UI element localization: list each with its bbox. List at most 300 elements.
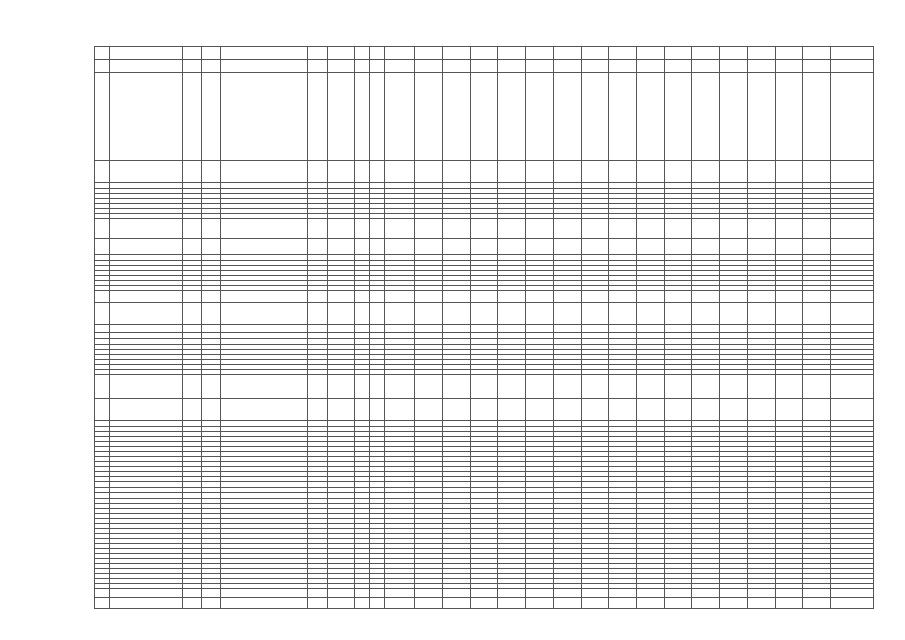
table-cell [470,375,498,399]
table-cell [720,239,748,255]
table-cell [201,589,220,598]
table-cell [636,589,664,598]
table-cell [415,291,443,303]
table-cell [385,161,415,183]
table-cell [692,399,720,421]
column-header [720,47,748,60]
table-cell [581,598,609,609]
table-cell [355,375,370,399]
table-cell [831,589,874,598]
table-cell [327,239,355,255]
table-cell [470,325,498,333]
table-cell [442,219,470,239]
table-cell [553,598,581,609]
table-cell [220,73,308,161]
table-cell [692,219,720,239]
table-cell [775,399,803,421]
table-cell [553,239,581,255]
table-cell [775,589,803,598]
table-cell [182,239,201,255]
table-cell [95,239,110,255]
column-header [498,47,526,60]
table-cell [327,375,355,399]
table-cell [415,375,443,399]
table-cell [370,161,385,183]
table-cell [775,325,803,333]
table-row [95,375,874,399]
table-cell [581,399,609,421]
table-cell [220,399,308,421]
table-cell [182,73,201,161]
table-cell [831,219,874,239]
table-cell [327,161,355,183]
table-cell [442,589,470,598]
table-cell [526,161,554,183]
table-cell [581,589,609,598]
table-cell [581,303,609,325]
table-cell [498,73,526,161]
table-cell [498,399,526,421]
table-row [95,219,874,239]
table-cell [553,375,581,399]
table-cell [553,325,581,333]
table-cell [308,291,327,303]
table-row [95,161,874,183]
table-cell [526,73,554,161]
table-cell [182,219,201,239]
table-cell [327,598,355,609]
table-cell [470,239,498,255]
table-row [95,291,874,303]
table-cell [609,399,637,421]
table-cell [803,589,831,598]
table-cell [415,589,443,598]
table-cell [609,589,637,598]
table-cell [803,239,831,255]
table-cell [385,73,415,161]
table-cell [747,239,775,255]
table-cell [526,325,554,333]
table-cell [803,161,831,183]
table-cell [385,325,415,333]
table-cell [664,239,692,255]
table-cell [442,375,470,399]
table-cell [831,598,874,609]
table-cell [720,399,748,421]
table-cell [498,239,526,255]
table-cell [95,399,110,421]
table-cell [182,598,201,609]
table-cell [553,589,581,598]
table-cell [581,219,609,239]
table-cell [355,589,370,598]
table-cell [201,325,220,333]
table-cell [831,325,874,333]
table-cell [581,325,609,333]
table-cell [442,291,470,303]
column-header [803,47,831,60]
table-cell [385,303,415,325]
table-cell [692,239,720,255]
table-cell [775,598,803,609]
table-cell [442,239,470,255]
table-cell [498,375,526,399]
table-cell [692,589,720,598]
column-header [415,47,443,60]
table-cell [355,239,370,255]
table-cell [182,161,201,183]
table-cell [470,303,498,325]
table-cell [415,325,443,333]
column-header [636,60,664,73]
table-cell [775,375,803,399]
table-cell [831,399,874,421]
header-row [95,47,874,60]
table-cell [415,399,443,421]
table-cell [831,303,874,325]
table-cell [747,219,775,239]
table-cell [220,598,308,609]
table-cell [526,303,554,325]
column-header [498,60,526,73]
table-cell [664,73,692,161]
table-cell [636,161,664,183]
table-cell [327,73,355,161]
table-cell [720,291,748,303]
table-cell [442,161,470,183]
table-cell [720,303,748,325]
table-cell [308,598,327,609]
table-cell [498,325,526,333]
table-cell [664,291,692,303]
table-cell [201,219,220,239]
table-cell [747,399,775,421]
table-cell [182,291,201,303]
table-cell [109,73,182,161]
table-cell [498,291,526,303]
table-cell [201,291,220,303]
table-cell [327,325,355,333]
column-header [95,60,110,73]
column-header [470,47,498,60]
table-cell [664,598,692,609]
table-cell [636,291,664,303]
table-cell [636,73,664,161]
column-header [220,60,308,73]
table-cell [636,239,664,255]
table-cell [609,598,637,609]
column-header [370,47,385,60]
column-header [747,60,775,73]
table-cell [370,399,385,421]
column-header [182,47,201,60]
table-cell [747,375,775,399]
table-cell [182,399,201,421]
table-cell [609,303,637,325]
table-cell [775,161,803,183]
column-header [355,47,370,60]
table-cell [747,303,775,325]
table-cell [308,325,327,333]
table-cell [526,589,554,598]
table-cell [355,73,370,161]
table-cell [636,598,664,609]
table-cell [370,598,385,609]
column-header [720,60,748,73]
table-cell [95,73,110,161]
table-cell [747,161,775,183]
table-row [95,239,874,255]
table-cell [720,598,748,609]
table-row [95,325,874,333]
table-cell [385,399,415,421]
table-cell [201,303,220,325]
column-header [581,47,609,60]
table-cell [201,239,220,255]
column-header [692,60,720,73]
table-cell [109,303,182,325]
table-cell [581,161,609,183]
table-cell [95,598,110,609]
table-cell [720,219,748,239]
budget-table-sheet [94,46,874,609]
table-cell [775,291,803,303]
table-cell [831,291,874,303]
table-cell [370,219,385,239]
table-cell [664,325,692,333]
table-cell [327,303,355,325]
table-cell [95,589,110,598]
table-cell [581,73,609,161]
table-cell [182,375,201,399]
table-cell [636,325,664,333]
table-cell [609,219,637,239]
table-cell [442,325,470,333]
table-cell [201,399,220,421]
column-header [609,60,637,73]
table-cell [308,375,327,399]
table-cell [775,219,803,239]
table-cell [470,291,498,303]
table-cell [109,239,182,255]
table-cell [385,589,415,598]
table-cell [498,161,526,183]
table-cell [831,73,874,161]
table-cell [526,399,554,421]
table-cell [415,161,443,183]
table-row [95,399,874,421]
table-cell [803,73,831,161]
table-cell [182,325,201,333]
table-cell [692,325,720,333]
table-cell [327,291,355,303]
column-header [692,47,720,60]
table-cell [385,291,415,303]
budget-table [94,46,874,609]
table-cell [201,598,220,609]
column-header [370,60,385,73]
table-cell [720,325,748,333]
table-cell [747,598,775,609]
table-cell [664,399,692,421]
table-cell [553,303,581,325]
table-cell [470,73,498,161]
table-cell [553,219,581,239]
table-cell [526,219,554,239]
table-cell [803,219,831,239]
column-header [182,60,201,73]
table-cell [370,589,385,598]
table-cell [355,219,370,239]
column-header [526,47,554,60]
table-cell [609,73,637,161]
table-cell [201,375,220,399]
table-cell [636,375,664,399]
table-cell [664,589,692,598]
table-cell [775,303,803,325]
column-header [327,47,355,60]
table-cell [692,303,720,325]
table-cell [526,239,554,255]
table-cell [308,239,327,255]
column-header [470,60,498,73]
table-cell [308,161,327,183]
table-cell [803,325,831,333]
table-cell [442,598,470,609]
table-cell [109,589,182,598]
table-cell [182,303,201,325]
table-cell [95,291,110,303]
table-cell [220,325,308,333]
table-cell [370,291,385,303]
table-cell [415,219,443,239]
table-cell [308,219,327,239]
table-cell [553,73,581,161]
table-cell [470,219,498,239]
table-cell [308,73,327,161]
table-cell [636,219,664,239]
page-marker [484,30,488,34]
table-cell [355,399,370,421]
table-cell [692,291,720,303]
table-cell [442,73,470,161]
table-cell [308,589,327,598]
table-cell [498,219,526,239]
table-cell [355,291,370,303]
table-cell [415,239,443,255]
column-header [442,60,470,73]
table-cell [220,239,308,255]
header-row [95,60,874,73]
table-cell [327,219,355,239]
column-header [664,60,692,73]
table-cell [385,375,415,399]
column-header [308,60,327,73]
column-header [526,60,554,73]
table-cell [220,161,308,183]
column-header [636,47,664,60]
column-header [609,47,637,60]
column-header [803,60,831,73]
column-header [442,47,470,60]
table-cell [526,291,554,303]
table-cell [415,303,443,325]
table-cell [95,325,110,333]
table-cell [470,589,498,598]
table-cell [831,239,874,255]
table-cell [201,161,220,183]
column-header [220,47,308,60]
table-cell [327,399,355,421]
table-cell [498,303,526,325]
table-cell [553,161,581,183]
table-cell [415,73,443,161]
table-cell [609,375,637,399]
table-cell [609,161,637,183]
table-cell [747,325,775,333]
table-cell [308,303,327,325]
table-cell [470,399,498,421]
column-header [831,60,874,73]
table-cell [109,598,182,609]
column-header [355,60,370,73]
table-cell [327,589,355,598]
table-cell [831,161,874,183]
table-cell [609,325,637,333]
table-cell [720,73,748,161]
table-cell [470,598,498,609]
table-cell [720,589,748,598]
table-cell [370,375,385,399]
table-cell [385,219,415,239]
table-cell [664,219,692,239]
table-cell [775,73,803,161]
column-header [775,47,803,60]
column-header [385,60,415,73]
column-header [415,60,443,73]
table-cell [831,375,874,399]
table-cell [498,589,526,598]
table-cell [95,375,110,399]
table-cell [747,291,775,303]
table-cell [692,161,720,183]
table-cell [370,239,385,255]
table-cell [581,291,609,303]
table-cell [803,598,831,609]
table-cell [720,375,748,399]
table-cell [526,375,554,399]
column-header [109,47,182,60]
table-cell [220,219,308,239]
table-cell [609,239,637,255]
table-cell [220,375,308,399]
column-header [831,47,874,60]
table-row [95,589,874,598]
table-cell [664,303,692,325]
column-header [95,47,110,60]
table-cell [747,73,775,161]
table-cell [109,325,182,333]
table-cell [385,598,415,609]
table-cell [609,291,637,303]
table-cell [109,291,182,303]
column-header [109,60,182,73]
table-cell [498,598,526,609]
table-cell [95,161,110,183]
column-header [581,60,609,73]
column-header [775,60,803,73]
table-cell [95,219,110,239]
